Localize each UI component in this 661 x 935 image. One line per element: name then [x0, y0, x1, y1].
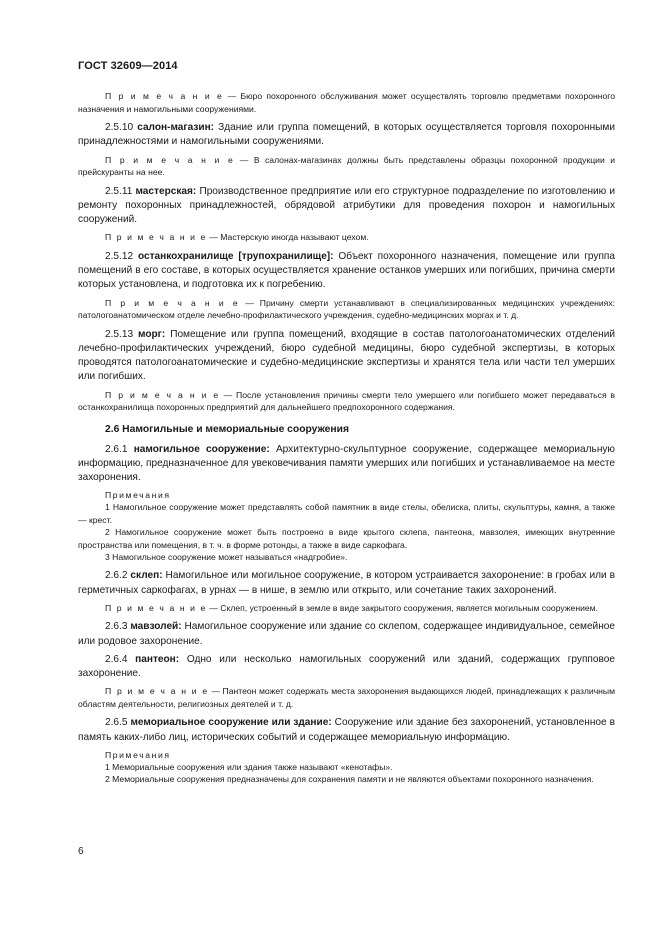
term: мемориальное сооружение или здание:	[130, 717, 332, 729]
definition-text: Здание или группа помещений, в которых осуществляется торговля похоронными принадлежностями и намогильными сооружениями.	[78, 122, 615, 148]
note-item: 2 Намогильное сооружение может быть построено в виде крытого склепа, пантеона, мавзолея, имеющих внутренние пространства или помещения, в т. ч. в форме ротонды, а также в виде саркофага.	[78, 527, 615, 550]
page-number: 6	[78, 846, 84, 857]
definition-text: Производственное предприятие или его структурное подразделение по изготовлению и ремонту похоронных принадлежностей, обрядовой атрибутики для проведения похорон и намогильных сооружений.	[78, 185, 616, 226]
definition-2-5-11	[78, 185, 615, 228]
note-label: П р и м е ч а н и е	[105, 297, 240, 308]
note	[78, 297, 615, 322]
section-heading: 2.6 Намогильные и мемориальные сооружения	[105, 423, 349, 435]
term: мавзолей:	[130, 621, 182, 633]
clause-number: 2.5.12	[105, 250, 138, 262]
definition-2-6-4	[78, 653, 615, 681]
note-label: П р и м е ч а н и е	[105, 91, 224, 101]
clause-number: 2.6.5	[105, 717, 131, 729]
definition-text: Помещение или группа помещений, входящие в состав патологоанатомических отделений лечебно-профилактических учреждений, бюро судебной медицины, бюро судебной экспертизы, в которых проводятся патологоанатомические и судебно-медицинские экспертизы и хранятся тела или части тел умерших или погибших.	[78, 328, 616, 383]
document-body	[78, 90, 615, 792]
document-header: ГОСТ 32609—2014	[78, 60, 178, 72]
note-label: П р и м е ч а н и е	[105, 232, 207, 243]
definition-2-6-3	[78, 620, 615, 648]
clause-number: 2.6.4	[105, 653, 136, 665]
definition-2-6-1	[78, 443, 615, 486]
term: мастерская:	[135, 185, 197, 197]
note	[78, 154, 615, 179]
definition-2-5-10	[78, 121, 615, 149]
note-text: — Причину смерти устанавливают в специализированных медицинских учреждениях: патологоанатомическом отделе лечебно-профилактического учреждения, судебно-медицинских моргах и т. д.	[78, 297, 615, 321]
definition-2-6-2	[78, 569, 615, 597]
note	[78, 231, 615, 244]
definition-2-5-12	[78, 250, 615, 293]
notes-list	[78, 489, 615, 563]
definition-text: Намогильное сооружение или здание со склепом, содержащее индивидуальное, семейное или родовое захоронение.	[78, 621, 615, 647]
note-text: — Пантеон может содержать места захоронения выдающихся людей, принадлежащих к различным областям деятельности, религиозных деятелей и т. д.	[78, 686, 615, 709]
note	[78, 685, 615, 710]
note-label: П р и м е ч а н и е	[105, 154, 235, 165]
clause-number: 2.5.10	[105, 122, 138, 134]
clause-number: 2.5.11	[105, 185, 136, 197]
notes-list	[78, 749, 615, 786]
note	[78, 389, 615, 414]
note-item: 2 Мемориальные сооружения предназначены для сохранения памяти и не являются объектами похоронного назначения.	[105, 774, 594, 785]
note-text: — В салонах-магазинах должны быть представлены образцы похоронной продукции и прейскуранты на нее.	[78, 154, 615, 178]
definition-text: Объект похоронного назначения, помещение или группа помещений в его составе, в которых осуществляется хранение останков умерших или погибших, причина смерти которых установлена, и подготовка их к погребению.	[78, 250, 615, 291]
notes-label: Примечания	[105, 749, 171, 760]
note-item: 1 Мемориальные сооружения или здания также называют «кенотафы».	[105, 761, 393, 772]
term: останкохранилище [трупохранилище]:	[137, 250, 334, 262]
note-item: 3 Намогильное сооружение может называться «надгробие».	[105, 552, 348, 563]
term: пантеон:	[135, 653, 180, 665]
notes-label: Примечания	[105, 490, 171, 501]
note-text: — Мастерскую иногда называют цехом.	[206, 232, 369, 243]
note-text: — Склеп, устроенный в земле в виде закрытого сооружения, является могильным сооружением.	[206, 602, 598, 613]
note-label: П р и м е ч а н и е	[105, 389, 220, 400]
clause-number: 2.6.2	[105, 570, 131, 582]
clause-number: 2.6.1	[105, 443, 134, 455]
note-text: — После установления причины смерти тело умершего или погибшего может передаваться в останкохранилища похоронных предприятий для дальнейшего предпохоронного содержания.	[78, 389, 615, 413]
definition-2-5-13	[78, 328, 615, 385]
note-label: П р и м е ч а н и е	[105, 686, 209, 697]
definition-text: Сооружение или здание без захоронений, установленное в память каких-либо лиц, исторических событий и содержащее мемориальную информацию.	[78, 717, 615, 743]
note-label: П р и м е ч а н и е	[105, 602, 207, 613]
definition-text: Намогильное или могильное сооружение, в котором устраивается захоронение: в гробах или в герметичных саркофагах, в урнах — в нише, в землю или открыто, или сочетание таких захоронений.	[78, 570, 615, 596]
term: салон-магазин:	[137, 122, 215, 134]
definition-2-6-5	[78, 716, 615, 744]
note	[78, 90, 615, 115]
term: склеп:	[130, 570, 163, 582]
term: морг:	[138, 328, 166, 340]
clause-number: 2.6.3	[105, 621, 131, 633]
definition-text: Архитектурно-скульптурное сооружение, содержащее мемориальную информацию, предназначенное для увековечивания памяти умерших или погибших и устанавливаемое на месте захоронения.	[78, 443, 616, 484]
note	[78, 602, 615, 615]
term: намогильное сооружение:	[133, 443, 270, 455]
definition-text: Одно или несколько намогильных сооружений или зданий, содержащих групповое захоронение.	[78, 653, 615, 680]
note-text: — Бюро похоронного обслуживания может осуществлять торговлю предметами похоронного назначения и намогильными сооружениями.	[78, 91, 615, 114]
clause-number: 2.5.13	[105, 328, 139, 340]
note-item: 1 Намогильное сооружение может представлять собой памятник в виде стелы, обелиска, плиты, скульптуры, камня, а также — крест.	[78, 502, 615, 525]
